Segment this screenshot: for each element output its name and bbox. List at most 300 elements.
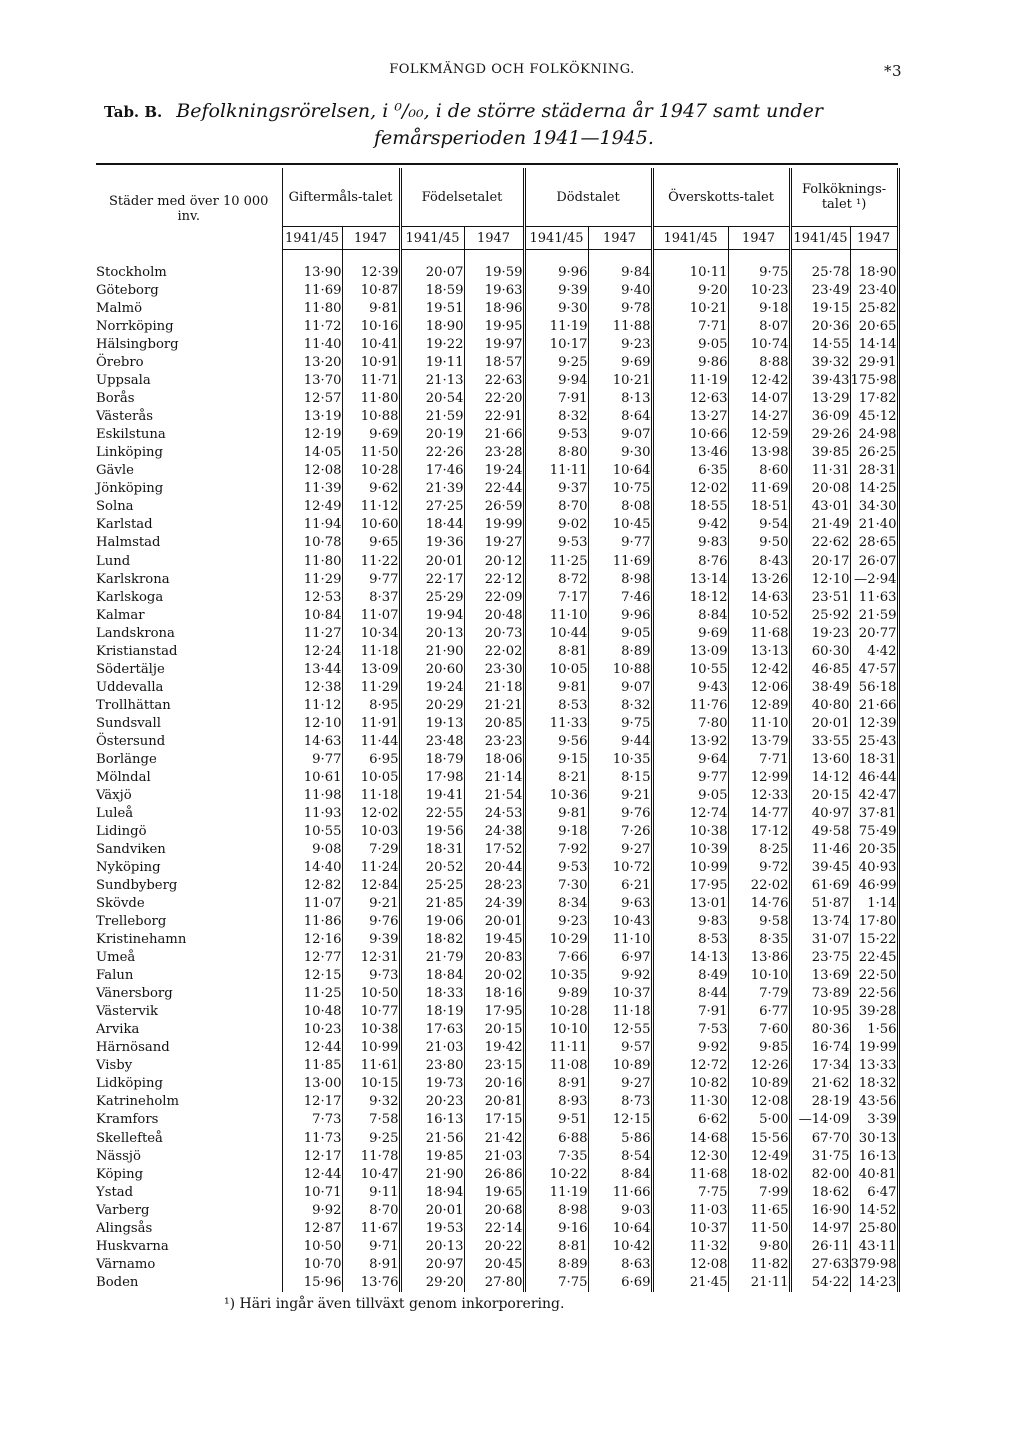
value-cell: 10·29 bbox=[524, 931, 588, 949]
table-row bbox=[96, 607, 898, 625]
value-cell: 10·43 bbox=[588, 913, 652, 931]
value-cell: 13·69 bbox=[790, 967, 850, 985]
value-cell: 15·22 bbox=[850, 931, 898, 949]
value-cell: 12·87 bbox=[282, 1220, 342, 1238]
value-cell: 20·68 bbox=[464, 1202, 524, 1220]
value-cell: 17·34 bbox=[790, 1057, 850, 1075]
value-cell: 7·75 bbox=[652, 1184, 728, 1202]
value-cell: 19·56 bbox=[400, 823, 464, 841]
value-cell: 11·12 bbox=[342, 498, 400, 516]
value-cell: 13·01 bbox=[652, 895, 728, 913]
value-cell: 9·78 bbox=[588, 300, 652, 318]
value-cell: 20·01 bbox=[400, 553, 464, 571]
value-cell: 9·42 bbox=[652, 516, 728, 534]
city-name: Huskvarna bbox=[96, 1238, 282, 1256]
value-cell: 17·95 bbox=[652, 877, 728, 895]
value-cell: 20·02 bbox=[464, 967, 524, 985]
value-cell: 10·88 bbox=[342, 408, 400, 426]
value-cell: 8·07 bbox=[728, 318, 790, 336]
value-cell: 8·63 bbox=[588, 1256, 652, 1274]
value-cell: 11·76 bbox=[652, 697, 728, 715]
value-cell: 40·97 bbox=[790, 805, 850, 823]
value-cell: 10·50 bbox=[342, 985, 400, 1003]
value-cell: 10·61 bbox=[282, 769, 342, 787]
value-cell: 21·21 bbox=[464, 697, 524, 715]
value-cell: 8·91 bbox=[524, 1075, 588, 1093]
city-name: Boden bbox=[96, 1274, 282, 1292]
city-name: Stockholm bbox=[96, 264, 282, 282]
value-cell: 11·63 bbox=[850, 589, 898, 607]
value-cell: 8·21 bbox=[524, 769, 588, 787]
running-title: FOLKMÄNGD OCH FOLKÖKNING. bbox=[389, 62, 635, 77]
table-row bbox=[96, 589, 898, 607]
value-cell: 54·22 bbox=[790, 1274, 850, 1292]
value-cell: 175·98 bbox=[850, 372, 898, 390]
value-cell: 8·37 bbox=[342, 589, 400, 607]
value-cell: 21·40 bbox=[850, 516, 898, 534]
value-cell: 12·10 bbox=[282, 715, 342, 733]
value-cell: 12·55 bbox=[588, 1021, 652, 1039]
city-name: Karlskrona bbox=[96, 571, 282, 589]
value-cell: 24·53 bbox=[464, 805, 524, 823]
value-cell: 12·49 bbox=[282, 498, 342, 516]
value-cell: 13·26 bbox=[728, 571, 790, 589]
value-cell: 20·13 bbox=[400, 1238, 464, 1256]
city-name: Kristinehamn bbox=[96, 931, 282, 949]
value-cell: 19·53 bbox=[400, 1220, 464, 1238]
table-row bbox=[96, 498, 898, 516]
city-name: Eskilstuna bbox=[96, 426, 282, 444]
spacer-row bbox=[96, 250, 898, 265]
value-cell: 10·42 bbox=[588, 1238, 652, 1256]
value-cell: 7·30 bbox=[524, 877, 588, 895]
table-row bbox=[96, 895, 898, 913]
value-cell: 26·25 bbox=[850, 444, 898, 462]
value-cell: 9·96 bbox=[524, 264, 588, 282]
value-cell: 11·71 bbox=[342, 372, 400, 390]
value-cell: 10·75 bbox=[588, 480, 652, 498]
value-cell: 12·39 bbox=[342, 264, 400, 282]
value-cell: 19·51 bbox=[400, 300, 464, 318]
value-cell: 14·14 bbox=[850, 336, 898, 354]
value-cell: 13·27 bbox=[652, 408, 728, 426]
value-cell: 9·53 bbox=[524, 859, 588, 877]
value-cell: 12·99 bbox=[728, 769, 790, 787]
table-row bbox=[96, 985, 898, 1003]
value-cell: 23·30 bbox=[464, 661, 524, 679]
value-cell: 20·54 bbox=[400, 390, 464, 408]
city-name: Sandviken bbox=[96, 841, 282, 859]
city-name: Skövde bbox=[96, 895, 282, 913]
value-cell: 10·50 bbox=[282, 1238, 342, 1256]
value-cell: 9·37 bbox=[524, 480, 588, 498]
value-cell: 36·09 bbox=[790, 408, 850, 426]
spacer-cell bbox=[652, 250, 728, 265]
value-cell: 33·55 bbox=[790, 733, 850, 751]
value-cell: 28·31 bbox=[850, 462, 898, 480]
city-name: Solna bbox=[96, 498, 282, 516]
value-cell: 13·13 bbox=[728, 643, 790, 661]
value-cell: 13·60 bbox=[790, 751, 850, 769]
value-cell: 18·62 bbox=[790, 1184, 850, 1202]
value-cell: 29·91 bbox=[850, 354, 898, 372]
value-cell: 9·44 bbox=[588, 733, 652, 751]
city-name: Lidköping bbox=[96, 1075, 282, 1093]
table-row bbox=[96, 625, 898, 643]
city-name: Katrineholm bbox=[96, 1093, 282, 1111]
city-name: Umeå bbox=[96, 949, 282, 967]
value-cell: 7·73 bbox=[282, 1111, 342, 1129]
value-cell: 22·09 bbox=[464, 589, 524, 607]
value-cell: 73·89 bbox=[790, 985, 850, 1003]
value-cell: 9·77 bbox=[652, 769, 728, 787]
value-cell: 34·30 bbox=[850, 498, 898, 516]
value-cell: 11·82 bbox=[728, 1256, 790, 1274]
value-cell: 11·73 bbox=[282, 1130, 342, 1148]
city-name: Halmstad bbox=[96, 534, 282, 552]
period-header: 1947 bbox=[464, 227, 524, 250]
group-header: Dödstalet bbox=[524, 168, 652, 227]
value-cell: 13·74 bbox=[790, 913, 850, 931]
value-cell: 8·84 bbox=[652, 607, 728, 625]
table-row bbox=[96, 372, 898, 390]
city-name: Landskrona bbox=[96, 625, 282, 643]
value-cell: 20·44 bbox=[464, 859, 524, 877]
city-name: Kristianstad bbox=[96, 643, 282, 661]
value-cell: 18·55 bbox=[652, 498, 728, 516]
value-cell: 11·25 bbox=[282, 985, 342, 1003]
table-row bbox=[96, 913, 898, 931]
city-name: Luleå bbox=[96, 805, 282, 823]
value-cell: 9·76 bbox=[342, 913, 400, 931]
period-header: 1941/45 bbox=[652, 227, 728, 250]
value-cell: 60·30 bbox=[790, 643, 850, 661]
value-cell: 9·75 bbox=[588, 715, 652, 733]
value-cell: 10·72 bbox=[588, 859, 652, 877]
value-cell: 10·45 bbox=[588, 516, 652, 534]
city-name: Alingsås bbox=[96, 1220, 282, 1238]
value-cell: 14·07 bbox=[728, 390, 790, 408]
city-name: Västerås bbox=[96, 408, 282, 426]
table-row bbox=[96, 1093, 898, 1111]
value-cell: 22·14 bbox=[464, 1220, 524, 1238]
value-cell: 11·33 bbox=[524, 715, 588, 733]
value-cell: 8·98 bbox=[588, 571, 652, 589]
table-label: Tab. B. bbox=[104, 103, 163, 121]
value-cell: 9·65 bbox=[342, 534, 400, 552]
value-cell: 75·49 bbox=[850, 823, 898, 841]
value-cell: 20·85 bbox=[464, 715, 524, 733]
spacer-cell bbox=[850, 250, 898, 265]
value-cell: 18·32 bbox=[850, 1075, 898, 1093]
value-cell: 20·23 bbox=[400, 1093, 464, 1111]
value-cell: 12·19 bbox=[282, 426, 342, 444]
value-cell: 19·24 bbox=[400, 679, 464, 697]
value-cell: 20·17 bbox=[790, 553, 850, 571]
table-row bbox=[96, 1039, 898, 1057]
value-cell: 18·94 bbox=[400, 1184, 464, 1202]
value-cell: 9·56 bbox=[524, 733, 588, 751]
value-cell: 10·99 bbox=[342, 1039, 400, 1057]
city-name: Borås bbox=[96, 390, 282, 408]
value-cell: 14·52 bbox=[850, 1202, 898, 1220]
value-cell: 15·96 bbox=[282, 1274, 342, 1292]
value-cell: 9·69 bbox=[588, 354, 652, 372]
value-cell: 20·01 bbox=[790, 715, 850, 733]
table-row bbox=[96, 841, 898, 859]
value-cell: 9·40 bbox=[588, 282, 652, 300]
value-cell: 19·45 bbox=[464, 931, 524, 949]
value-cell: 19·13 bbox=[400, 715, 464, 733]
value-cell: 61·69 bbox=[790, 877, 850, 895]
value-cell: 13·33 bbox=[850, 1057, 898, 1075]
value-cell: 8·95 bbox=[342, 697, 400, 715]
value-cell: 20·36 bbox=[790, 318, 850, 336]
value-cell: 12·63 bbox=[652, 390, 728, 408]
table-row bbox=[96, 1184, 898, 1202]
value-cell: 20·01 bbox=[464, 913, 524, 931]
value-cell: 9·80 bbox=[728, 1238, 790, 1256]
value-cell: 19·42 bbox=[464, 1039, 524, 1057]
value-cell: 8·80 bbox=[524, 444, 588, 462]
value-cell: 23·23 bbox=[464, 733, 524, 751]
value-cell: 10·89 bbox=[728, 1075, 790, 1093]
header-row-groups bbox=[96, 168, 898, 227]
value-cell: 6·88 bbox=[524, 1130, 588, 1148]
value-cell: 19·94 bbox=[400, 607, 464, 625]
value-cell: 23·80 bbox=[400, 1057, 464, 1075]
table-row bbox=[96, 462, 898, 480]
value-cell: 21·90 bbox=[400, 643, 464, 661]
value-cell: 18·12 bbox=[652, 589, 728, 607]
value-cell: 39·85 bbox=[790, 444, 850, 462]
value-cell: 39·28 bbox=[850, 1003, 898, 1021]
value-cell: 10·05 bbox=[342, 769, 400, 787]
value-cell: 11·07 bbox=[342, 607, 400, 625]
city-name: Skellefteå bbox=[96, 1130, 282, 1148]
value-cell: 10·55 bbox=[652, 661, 728, 679]
period-header: 1941/45 bbox=[400, 227, 464, 250]
value-cell: 43·01 bbox=[790, 498, 850, 516]
value-cell: 20·22 bbox=[464, 1238, 524, 1256]
value-cell: 23·49 bbox=[790, 282, 850, 300]
value-cell: 12·17 bbox=[282, 1148, 342, 1166]
page-number: *3 bbox=[883, 62, 902, 80]
city-name: Trollhättan bbox=[96, 697, 282, 715]
value-cell: 21·79 bbox=[400, 949, 464, 967]
city-name: Härnösand bbox=[96, 1039, 282, 1057]
value-cell: 7·71 bbox=[728, 751, 790, 769]
value-cell: 9·02 bbox=[524, 516, 588, 534]
value-cell: 40·93 bbox=[850, 859, 898, 877]
value-cell: 28·65 bbox=[850, 534, 898, 552]
table-row bbox=[96, 751, 898, 769]
city-name: Uddevalla bbox=[96, 679, 282, 697]
value-cell: 31·75 bbox=[790, 1148, 850, 1166]
value-cell: 14·23 bbox=[850, 1274, 898, 1292]
value-cell: 21·39 bbox=[400, 480, 464, 498]
value-cell: 15·56 bbox=[728, 1130, 790, 1148]
value-cell: 43·11 bbox=[850, 1238, 898, 1256]
value-cell: 18·16 bbox=[464, 985, 524, 1003]
value-cell: 12·02 bbox=[652, 480, 728, 498]
value-cell: 11·88 bbox=[588, 318, 652, 336]
value-cell: 8·84 bbox=[588, 1166, 652, 1184]
value-cell: 10·38 bbox=[342, 1021, 400, 1039]
value-cell: 25·29 bbox=[400, 589, 464, 607]
value-cell: 13·86 bbox=[728, 949, 790, 967]
value-cell: 10·95 bbox=[790, 1003, 850, 1021]
value-cell: 7·46 bbox=[588, 589, 652, 607]
value-cell: 20·15 bbox=[790, 787, 850, 805]
value-cell: 20·60 bbox=[400, 661, 464, 679]
city-name: Malmö bbox=[96, 300, 282, 318]
value-cell: 22·56 bbox=[850, 985, 898, 1003]
city-name: Vänersborg bbox=[96, 985, 282, 1003]
value-cell: 12·74 bbox=[652, 805, 728, 823]
value-cell: 9·23 bbox=[588, 336, 652, 354]
value-cell: 21·66 bbox=[464, 426, 524, 444]
value-cell: 11·10 bbox=[728, 715, 790, 733]
value-cell: 19·59 bbox=[464, 264, 524, 282]
value-cell: 9·77 bbox=[588, 534, 652, 552]
value-cell: 10·64 bbox=[588, 1220, 652, 1238]
value-cell: 11·93 bbox=[282, 805, 342, 823]
value-cell: 11·27 bbox=[282, 625, 342, 643]
spacer-cell bbox=[524, 250, 588, 265]
value-cell: 22·63 bbox=[464, 372, 524, 390]
value-cell: 12·06 bbox=[728, 679, 790, 697]
value-cell: 11·69 bbox=[728, 480, 790, 498]
value-cell: 9·72 bbox=[728, 859, 790, 877]
city-name: Mölndal bbox=[96, 769, 282, 787]
group-header: Folköknings-talet ¹) bbox=[790, 168, 898, 227]
value-cell: 9·03 bbox=[588, 1202, 652, 1220]
value-cell: 11·46 bbox=[790, 841, 850, 859]
value-cell: 9·92 bbox=[282, 1202, 342, 1220]
value-cell: 8·98 bbox=[524, 1202, 588, 1220]
value-cell: 7·53 bbox=[652, 1021, 728, 1039]
value-cell: 10·88 bbox=[588, 661, 652, 679]
value-cell: 22·91 bbox=[464, 408, 524, 426]
value-cell: 21·03 bbox=[400, 1039, 464, 1057]
value-cell: 13·90 bbox=[282, 264, 342, 282]
value-cell: 21·56 bbox=[400, 1130, 464, 1148]
period-header: 1947 bbox=[588, 227, 652, 250]
table-row bbox=[96, 354, 898, 372]
value-cell: 7·79 bbox=[728, 985, 790, 1003]
value-cell: 8·72 bbox=[524, 571, 588, 589]
value-cell: 10·22 bbox=[524, 1166, 588, 1184]
value-cell: 11·86 bbox=[282, 913, 342, 931]
value-cell: 22·44 bbox=[464, 480, 524, 498]
value-cell: 9·77 bbox=[342, 571, 400, 589]
top-rule bbox=[96, 163, 898, 165]
table-row bbox=[96, 949, 898, 967]
value-cell: 13·09 bbox=[652, 643, 728, 661]
value-cell: 18·31 bbox=[400, 841, 464, 859]
value-cell: 10·17 bbox=[524, 336, 588, 354]
city-name: Trelleborg bbox=[96, 913, 282, 931]
value-cell: 20·65 bbox=[850, 318, 898, 336]
value-cell: 13·70 bbox=[282, 372, 342, 390]
city-name: Värnamo bbox=[96, 1256, 282, 1274]
value-cell: 10·78 bbox=[282, 534, 342, 552]
value-cell: 19·99 bbox=[464, 516, 524, 534]
value-cell: 9·43 bbox=[652, 679, 728, 697]
value-cell: 9·54 bbox=[728, 516, 790, 534]
value-cell: 18·57 bbox=[464, 354, 524, 372]
table-row bbox=[96, 1202, 898, 1220]
value-cell: 10·39 bbox=[652, 841, 728, 859]
value-cell: 21·11 bbox=[728, 1274, 790, 1292]
city-name: Östersund bbox=[96, 733, 282, 751]
value-cell: 26·07 bbox=[850, 553, 898, 571]
table-row bbox=[96, 264, 898, 282]
value-cell: 9·94 bbox=[524, 372, 588, 390]
value-cell: 10·35 bbox=[588, 751, 652, 769]
value-cell: 24·98 bbox=[850, 426, 898, 444]
value-cell: 14·63 bbox=[728, 589, 790, 607]
statistics-table bbox=[96, 168, 900, 1292]
value-cell: 20·48 bbox=[464, 607, 524, 625]
city-name: Jönköping bbox=[96, 480, 282, 498]
value-cell: 18·96 bbox=[464, 300, 524, 318]
table-row bbox=[96, 1220, 898, 1238]
value-cell: 9·64 bbox=[652, 751, 728, 769]
table-row bbox=[96, 534, 898, 552]
city-name: Växjö bbox=[96, 787, 282, 805]
value-cell: 11·50 bbox=[728, 1220, 790, 1238]
value-cell: 13·46 bbox=[652, 444, 728, 462]
value-cell: 9·69 bbox=[652, 625, 728, 643]
value-cell: 14·77 bbox=[728, 805, 790, 823]
value-cell: 10·48 bbox=[282, 1003, 342, 1021]
value-cell: 12·42 bbox=[728, 661, 790, 679]
value-cell: 51·87 bbox=[790, 895, 850, 913]
value-cell: 49·58 bbox=[790, 823, 850, 841]
table-row bbox=[96, 1057, 898, 1075]
period-header: 1941/45 bbox=[790, 227, 850, 250]
value-cell: 20·81 bbox=[464, 1093, 524, 1111]
value-cell: 9·51 bbox=[524, 1111, 588, 1129]
value-cell: 12·84 bbox=[342, 877, 400, 895]
value-cell: 9·57 bbox=[588, 1039, 652, 1057]
value-cell: 12·30 bbox=[652, 1148, 728, 1166]
value-cell: 22·45 bbox=[850, 949, 898, 967]
value-cell: 13·14 bbox=[652, 571, 728, 589]
value-cell: 10·11 bbox=[652, 264, 728, 282]
value-cell: 8·91 bbox=[342, 1256, 400, 1274]
value-cell: 20·16 bbox=[464, 1075, 524, 1093]
table-row bbox=[96, 408, 898, 426]
value-cell: 11·19 bbox=[524, 318, 588, 336]
value-cell: 19·63 bbox=[464, 282, 524, 300]
value-cell: 9·39 bbox=[524, 282, 588, 300]
value-cell: 9·85 bbox=[728, 1039, 790, 1057]
value-cell: 25·43 bbox=[850, 733, 898, 751]
table-row bbox=[96, 553, 898, 571]
value-cell: 11·98 bbox=[282, 787, 342, 805]
table-title-line1: Befolkningsrörelsen, i ⁰/₀₀, i de större städerna år 1947 samt under bbox=[176, 100, 823, 122]
value-cell: 12·08 bbox=[728, 1093, 790, 1111]
value-cell: 9·20 bbox=[652, 282, 728, 300]
value-cell: 8·54 bbox=[588, 1148, 652, 1166]
value-cell: 10·10 bbox=[728, 967, 790, 985]
city-name: Borlänge bbox=[96, 751, 282, 769]
value-cell: 17·63 bbox=[400, 1021, 464, 1039]
value-cell: 9·21 bbox=[588, 787, 652, 805]
